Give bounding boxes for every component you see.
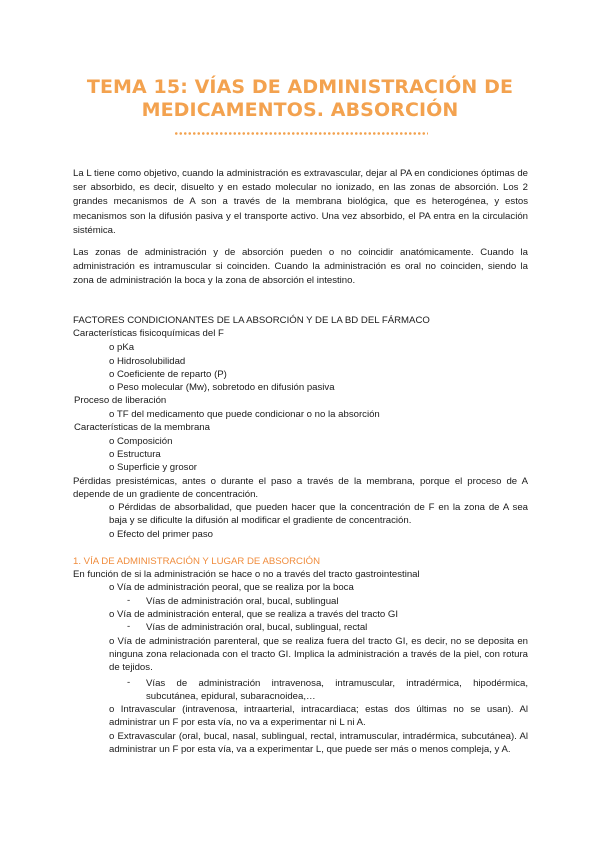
dash-bullet: - [127,621,131,632]
enteral-item: o Vía de administración enteral, que se realiza a través del tracto GI [109,609,399,620]
membrana-heading: Características de la membrana [74,422,210,433]
liberacion-heading: Proceso de liberación [74,395,167,406]
extravascular-item: o Extravascular (oral, bucal, nasal, sublingual, rectal, intramuscular, intradérmica, subcutánea). Al administrar un F por esta vía, va a experimentar L, que puede ser más o menos compleja, y A. [109,731,528,755]
list-item: o Coeficiente de reparto (P) [109,369,227,380]
peoral-item: o Vía de administración peoral, que se realiza por la boca [109,582,354,593]
list-item: o TF del medicamento que puede condicionar o no la absorción [109,409,380,420]
section-1-intro: En función de si la administración se hace o no a través del tracto gastrointestinal [73,569,420,580]
list-item: o Estructura [109,449,161,460]
absorbabilidad-item: o Pérdidas de absorbalidad, que pueden hacer que la concentración de F en la zona de A sea baja y se dificulte la difusión al modificar el gradiente de concentración. [109,502,528,526]
presistemicas-paragraph: Pérdidas presistémicas, antes o durante el paso a través de la membrana, porque el proceso de A depende de un gradiente de concentración. [73,476,528,500]
list-item: o Peso molecular (Mw), sobretodo en difusión pasiva [109,382,335,393]
page-title-line-2: MEDICAMENTOS. ABSORCIÓN [141,99,459,121]
dash-bullet: - [127,677,131,688]
enteral-sub-item: Vías de administración oral, bucal, sublingual, rectal [146,622,368,633]
list-item: o pKa [109,342,135,353]
list-item: o Composición [109,436,173,447]
list-item: o Hidrosolubilidad [109,356,186,367]
page-title-line-1: TEMA 15: VÍAS DE ADMINISTRACIÓN DE [86,76,514,98]
dash-bullet: - [127,595,131,606]
intro-paragraph-1: La L tiene como objetivo, cuando la administración es extravascular, dejar al PA en condiciones óptimas de ser absorbido, es decir, disuelto y en estado molecular no ionizado, en las zonas de absorción. Los 2 grandes mecanismos de A son a través de la membrana biológica, que es heterogénea, y estos mecanismos son la difusión pasiva y el transporte activo. Una vez absorbido, el PA entra en la circulación sistémica. [73,168,528,236]
section-1-heading: 1. VÍA DE ADMINISTRACIÓN Y LUGAR DE ABSORCIÓN [73,556,321,567]
intro-paragraph-2: Las zonas de administración y de absorción pueden o no coincidir anatómicamente. Cuando la administración es intramuscular si coinciden. Cuando la administración es oral no coinciden, siendo la zona de administración la boca y la zona de absorción el intestino. [73,247,528,287]
title-dotted-divider [174,131,428,136]
peoral-sub-item: Vías de administración oral, bucal, sublingual [146,596,339,607]
parenteral-sub-item: Vías de administración intravenosa, intramuscular, intradérmica, hipodérmica, subcutánea, epidural, subaracnoidea,… [146,678,528,702]
list-item: o Efecto del primer paso [109,529,213,540]
fisicoquimicas-heading: Características fisicoquímicas del F [73,328,224,339]
parenteral-item: o Vía de administración parenteral, que se realiza fuera del tracto GI, es decir, no se deposita en ninguna zona relacionada con el tracto GI. Implica la administración a través de la piel, con rotura de tejidos. [109,636,528,673]
list-item: o Superficie y grosor [109,462,197,473]
intravascular-item: o Intravascular (intravenosa, intraarterial, intracardiaca; estas dos últimas no se usan). Al administrar un F por esta vía, no va a experimentar ni L ni A. [109,704,528,728]
factors-heading: FACTORES CONDICIONANTES DE LA ABSORCIÓN Y DE LA BD DEL FÁRMACO [73,315,430,326]
